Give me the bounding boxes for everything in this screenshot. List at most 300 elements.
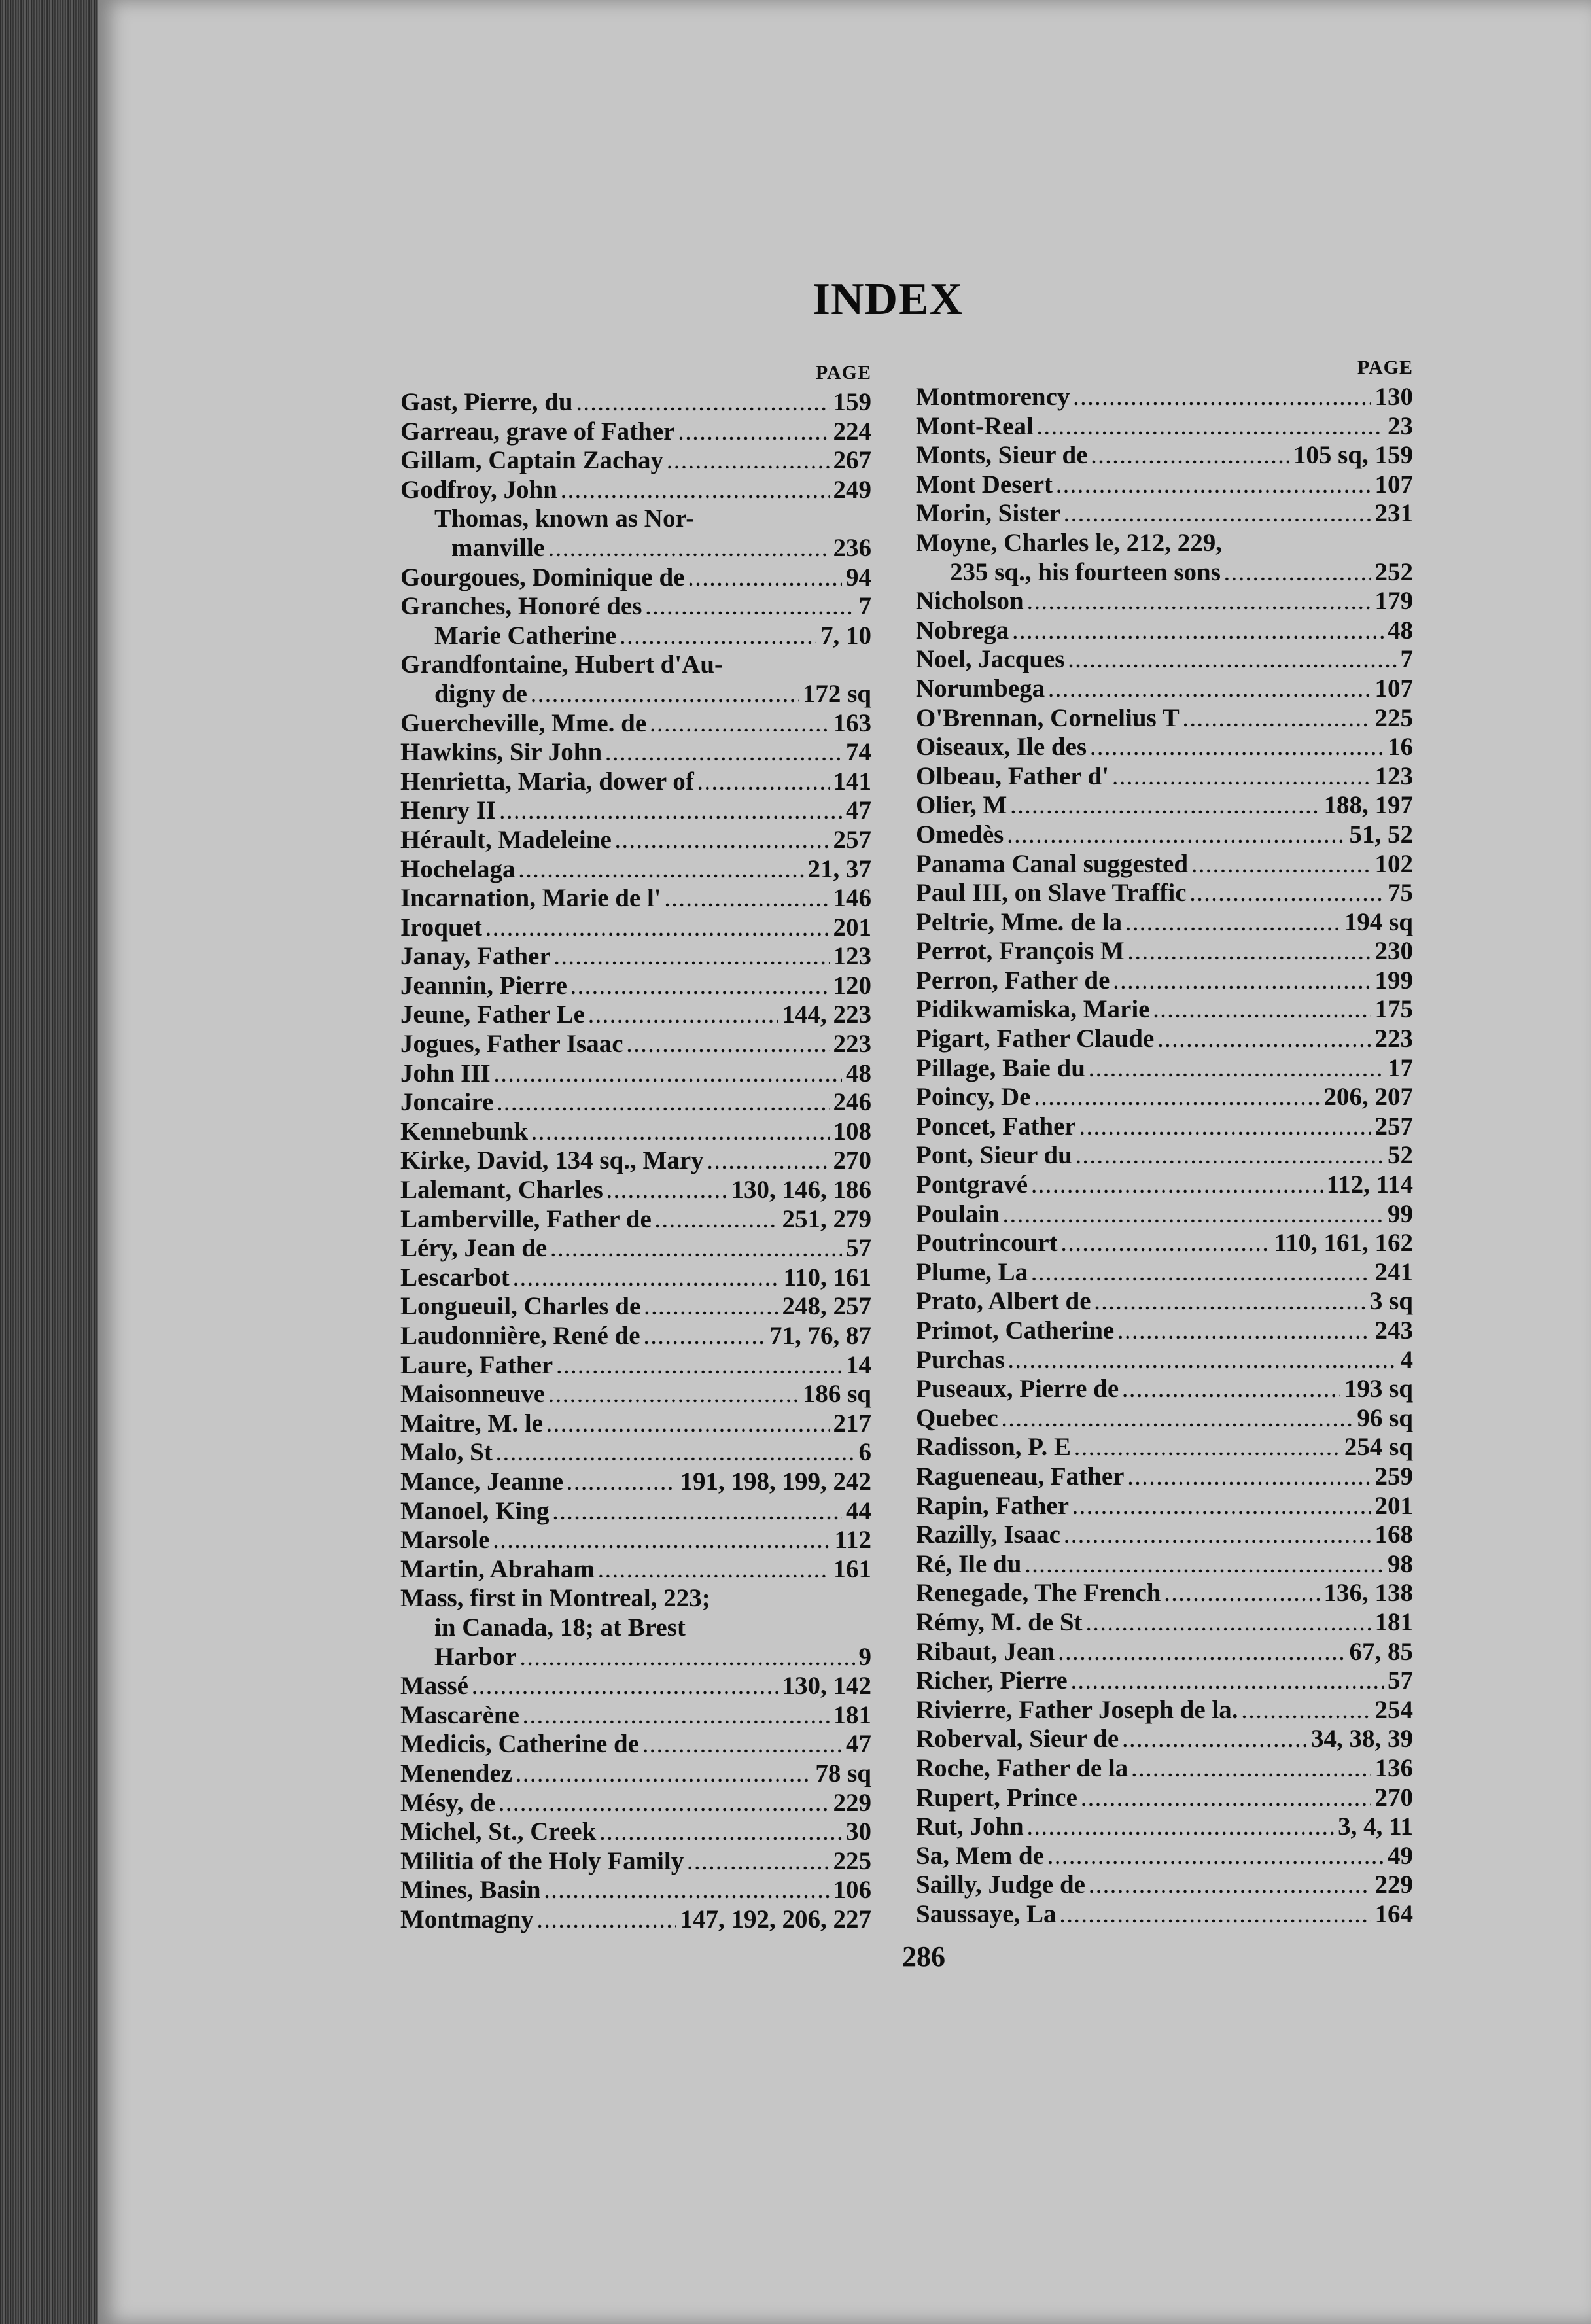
entry-page-ref: 188, 197: [1323, 791, 1413, 820]
leader-dots: [472, 1674, 778, 1704]
entry-name: Purchas: [916, 1345, 1005, 1374]
entry-page-ref: 52: [1388, 1141, 1413, 1170]
index-entry: [400, 1555, 871, 1585]
index-entry: [400, 1818, 871, 1847]
entry-name: Poncet, Father: [916, 1112, 1076, 1140]
leader-dots: [521, 1646, 855, 1675]
entry-name: Pigart, Father Claude: [916, 1025, 1155, 1053]
leader-dots: [1191, 881, 1384, 911]
entry-page-ref: 34, 38, 39: [1311, 1725, 1413, 1753]
leader-dots: [1128, 1465, 1371, 1494]
entry-name: Joncaire: [400, 1088, 494, 1117]
entry-name: Incarnation, Marie de l': [400, 884, 661, 913]
entry-page-ref: 164: [1374, 1899, 1413, 1928]
page-column-header: PAGE: [1357, 357, 1413, 378]
index-entry: [400, 534, 871, 563]
entry-name: Omedès: [916, 820, 1004, 849]
entry-page-ref: 98: [1388, 1549, 1413, 1578]
entry-page-ref: 257: [1374, 1112, 1413, 1140]
index-entry: [400, 1759, 871, 1789]
index-entry: [916, 441, 1413, 470]
leader-dots: [665, 887, 830, 916]
entry-name: Puseaux, Pierre de: [916, 1375, 1119, 1403]
leader-dots: [1028, 590, 1371, 619]
entry-name: Ré, Ile du: [916, 1549, 1022, 1578]
leader-dots: [553, 1500, 842, 1529]
index-entry: [916, 1316, 1413, 1346]
index-entry: [400, 1701, 871, 1731]
leader-dots: [557, 1354, 842, 1383]
index-entry: [400, 1468, 871, 1497]
leader-dots: [516, 1762, 811, 1791]
entry-page-ref: 21, 37: [807, 854, 871, 883]
index-entry: [916, 1871, 1413, 1900]
entry-name: Léry, Jean de: [400, 1234, 548, 1263]
leader-dots: [656, 1208, 778, 1237]
leader-dots: [1069, 648, 1397, 677]
entry-page-ref: 7: [858, 592, 871, 621]
entry-name: Kennebunk: [400, 1117, 529, 1146]
index-entry: [400, 388, 871, 417]
entry-name: manville: [451, 533, 545, 562]
entry-page-ref: 223: [833, 1030, 871, 1059]
entry-name: Gast, Pierre, du: [400, 388, 573, 416]
entry-name: Montmorency: [916, 383, 1070, 411]
entry-page-ref: 78 sq: [815, 1759, 871, 1787]
entry-page-ref: 223: [1374, 1025, 1413, 1053]
index-entry: [916, 1287, 1413, 1316]
leader-dots: [1091, 735, 1384, 765]
entry-name: Pidikwamiska, Marie: [916, 995, 1150, 1024]
leader-dots: [1080, 1115, 1371, 1144]
entry-page-ref: 96 sq: [1357, 1403, 1413, 1432]
entry-page-ref: 106: [833, 1876, 871, 1905]
index-entry: [400, 504, 871, 534]
entry-name: Monts, Sieur de: [916, 441, 1088, 470]
entry-name: Oiseaux, Ile des: [916, 733, 1087, 762]
leader-dots: [1154, 998, 1371, 1027]
index-entry: [916, 1579, 1413, 1608]
entry-page-ref: 175: [1374, 995, 1413, 1024]
entry-name: Pontgravé: [916, 1171, 1028, 1199]
entry-name: Henrietta, Maria, dower of: [400, 767, 694, 796]
index-entry: [916, 616, 1413, 646]
index-entry: [916, 791, 1413, 820]
index-entry: [400, 1497, 871, 1526]
entry-name: Norumbega: [916, 674, 1045, 703]
leader-dots: [514, 1266, 780, 1295]
entry-name: Michel, St., Creek: [400, 1818, 597, 1846]
entry-name: Rut, John: [916, 1812, 1024, 1841]
leader-dots: [567, 1470, 676, 1500]
index-entry: [400, 767, 871, 797]
leader-dots: [1062, 1231, 1270, 1261]
leader-dots: [571, 974, 830, 1004]
entry-name: Moyne, Charles le, 212, 229,: [916, 528, 1222, 557]
entry-page-ref: 163: [833, 709, 871, 737]
entry-page-ref: 3 sq: [1369, 1287, 1413, 1316]
index-entry: [400, 1438, 871, 1468]
entry-name: Pillage, Baie du: [916, 1053, 1085, 1082]
entry-page-ref: 257: [833, 825, 871, 854]
leader-dots: [500, 799, 842, 828]
index-entry: [400, 1789, 871, 1818]
index-entry: [916, 1112, 1413, 1142]
index-entry: [916, 1900, 1413, 1929]
leader-dots: [1007, 823, 1345, 853]
entry-page-ref: 206, 207: [1323, 1083, 1413, 1112]
leader-dots: [1073, 1494, 1371, 1524]
entry-name: Kirke, David, 134 sq., Mary: [400, 1146, 704, 1175]
leader-dots: [698, 770, 830, 800]
leader-dots: [549, 537, 830, 566]
index-entry: [400, 1847, 871, 1876]
index-entry: [916, 412, 1413, 442]
index-entry: [916, 1842, 1413, 1871]
leader-dots: [1064, 502, 1371, 531]
leader-dots: [607, 1178, 727, 1208]
leader-dots: [678, 420, 829, 449]
entry-page-ref: 251, 279: [782, 1205, 871, 1233]
index-entry: [916, 908, 1413, 938]
entry-page-ref: 107: [1374, 674, 1413, 703]
leader-dots: [667, 449, 830, 478]
entry-name: Thomas, known as Nor-: [434, 504, 695, 533]
leader-dots: [599, 1558, 830, 1587]
entry-name: Rupert, Prince: [916, 1783, 1077, 1812]
entry-page-ref: 230: [1374, 937, 1413, 966]
leader-dots: [1242, 1699, 1371, 1728]
entry-name: Richer, Pierre: [916, 1666, 1068, 1695]
entry-page-ref: 4: [1400, 1345, 1413, 1374]
entry-page-ref: 146: [833, 884, 871, 913]
index-entry: [916, 1083, 1413, 1112]
index-entry: [400, 1234, 871, 1263]
entry-name: Pont, Sieur du: [916, 1141, 1072, 1170]
entry-name: Morin, Sister: [916, 499, 1060, 528]
entry-name: Primot, Catherine: [916, 1316, 1115, 1345]
book-page-edges: [0, 0, 105, 2324]
leader-dots: [499, 1791, 829, 1821]
leader-dots: [1058, 1640, 1345, 1670]
index-entry: [916, 1696, 1413, 1725]
entry-page-ref: 191, 198, 199, 242: [680, 1467, 871, 1496]
entry-page-ref: 252: [1374, 557, 1413, 586]
entry-page-ref: 136: [1374, 1753, 1413, 1782]
index-entry: [916, 1375, 1413, 1404]
entry-page-ref: 108: [833, 1117, 871, 1146]
leader-dots: [627, 1032, 830, 1062]
leader-dots: [531, 682, 799, 712]
entry-name: Prato, Albert de: [916, 1287, 1091, 1316]
index-entry: [916, 937, 1413, 966]
leader-dots: [1089, 1057, 1384, 1086]
leader-dots: [1032, 1173, 1323, 1203]
entry-name: Godfroy, John: [400, 475, 557, 504]
entry-page-ref: 144, 223: [782, 1000, 871, 1029]
leader-dots: [1028, 1815, 1334, 1844]
leader-dots: [1002, 1407, 1354, 1436]
leader-dots: [688, 566, 842, 595]
leader-dots: [1089, 1873, 1371, 1903]
index-title: INDEX: [812, 274, 964, 325]
index-entry: [400, 1613, 871, 1643]
index-entry: [916, 1025, 1413, 1054]
entry-page-ref: 168: [1374, 1521, 1413, 1549]
leader-dots: [643, 1733, 842, 1762]
leader-dots: [1009, 1348, 1397, 1378]
entry-name: Olbeau, Father d': [916, 762, 1110, 790]
leader-dots: [493, 1528, 830, 1558]
entry-page-ref: 229: [833, 1788, 871, 1817]
entry-page-ref: 172 sq: [802, 679, 871, 708]
entry-page-ref: 136, 138: [1323, 1579, 1413, 1608]
index-entry: [916, 762, 1413, 792]
index-entry: [916, 1258, 1413, 1288]
entry-name: Jogues, Father Isaac: [400, 1030, 623, 1059]
index-entry: [916, 704, 1413, 733]
entry-page-ref: 201: [1374, 1491, 1413, 1520]
entry-name: Massé: [400, 1672, 468, 1700]
leader-dots: [1075, 1435, 1340, 1465]
leader-dots: [606, 741, 842, 770]
index-entry: [916, 587, 1413, 616]
entry-name: Rivierre, Father Joseph de la.: [916, 1695, 1238, 1724]
leader-dots: [650, 712, 829, 741]
leader-dots: [497, 1091, 829, 1120]
entry-page-ref: 130: [1374, 383, 1413, 411]
leader-dots: [1025, 1553, 1384, 1582]
entry-name: Mines, Basin: [400, 1876, 541, 1905]
leader-dots: [1158, 1027, 1371, 1057]
leader-dots: [1074, 385, 1371, 415]
index-entry: [400, 1409, 871, 1439]
index-column-left: [400, 362, 871, 1934]
entry-page-ref: 74: [846, 738, 871, 767]
index-entry: [400, 1526, 871, 1555]
index-entry: [400, 1584, 871, 1613]
leader-dots: [1060, 1903, 1371, 1932]
entry-page-ref: 217: [833, 1409, 871, 1437]
index-entry: [916, 1229, 1413, 1258]
index-entry: [400, 738, 871, 767]
leader-dots: [1132, 1757, 1371, 1786]
index-entry: [916, 1754, 1413, 1784]
entry-name: digny de: [434, 679, 527, 708]
entry-page-ref: 67, 85: [1349, 1637, 1413, 1666]
index-entry: [916, 1200, 1413, 1229]
entry-name: John III: [400, 1059, 491, 1087]
entry-name: Marie Catherine: [434, 621, 617, 650]
entry-name: Mass, first in Montreal, 223;: [400, 1584, 710, 1613]
leader-dots: [1123, 1727, 1307, 1757]
entry-name: Rémy, M. de St: [916, 1608, 1083, 1636]
leader-dots: [646, 595, 854, 624]
entry-page-ref: 181: [1374, 1608, 1413, 1636]
entry-name: Menendez: [400, 1759, 513, 1787]
index-entry: [916, 470, 1413, 500]
entry-page-ref: 71, 76, 87: [769, 1322, 871, 1350]
entry-name: Renegade, The French: [916, 1579, 1161, 1608]
entry-page-ref: 236: [833, 533, 871, 562]
entry-page-ref: 123: [1374, 762, 1413, 790]
leader-dots: [1123, 1377, 1340, 1407]
index-entry: [400, 1380, 871, 1409]
index-column-right: [916, 357, 1413, 1929]
entry-page-ref: 47: [846, 796, 871, 825]
leader-dots: [1164, 1581, 1320, 1611]
index-entry: [916, 1638, 1413, 1667]
entry-page-ref: 110, 161, 162: [1274, 1229, 1413, 1258]
index-entry: [400, 680, 871, 709]
leader-dots: [1128, 940, 1371, 969]
index-entry: [400, 1030, 871, 1059]
entry-name: Maitre, M. le: [400, 1409, 544, 1437]
entry-name: Laure, Father: [400, 1350, 553, 1379]
index-entry: [400, 592, 871, 622]
index-entry: [916, 966, 1413, 996]
leader-dots: [495, 1062, 842, 1091]
entry-name: Malo, St: [400, 1438, 493, 1467]
entry-name: Medicis, Catherine de: [400, 1730, 640, 1759]
index-entry: [916, 820, 1413, 850]
entry-page-ref: 47: [846, 1730, 871, 1759]
entry-page-ref: 14: [846, 1350, 871, 1379]
index-entry: [916, 850, 1413, 879]
entry-page-ref: 102: [1374, 849, 1413, 878]
leader-dots: [1032, 1261, 1371, 1290]
entry-page-ref: 201: [833, 913, 871, 942]
leader-dots: [577, 391, 830, 420]
entry-page-ref: 112: [834, 1526, 871, 1555]
entry-name: Harbor: [434, 1642, 517, 1671]
entry-name: Panama Canal suggested: [916, 849, 1189, 878]
index-entry: [916, 675, 1413, 704]
page-column-header: PAGE: [815, 362, 871, 383]
entry-name: Mont Desert: [916, 470, 1053, 499]
entry-name: Jeune, Father Le: [400, 1000, 585, 1029]
leader-dots: [1192, 853, 1371, 882]
entry-page-ref: 194 sq: [1344, 907, 1413, 936]
entry-page-ref: 254 sq: [1344, 1433, 1413, 1462]
index-entry: [400, 1322, 871, 1351]
leader-dots: [1049, 677, 1371, 707]
entry-page-ref: 49: [1388, 1841, 1413, 1870]
index-entry: [400, 1263, 871, 1293]
entry-page-ref: 243: [1374, 1316, 1413, 1345]
index-entry: [916, 1521, 1413, 1550]
entry-page-ref: 193 sq: [1344, 1375, 1413, 1403]
entry-name: Saussaye, La: [916, 1899, 1057, 1928]
entry-page-ref: 23: [1388, 412, 1413, 440]
entry-page-ref: 123: [833, 942, 871, 971]
entry-page-ref: 249: [833, 475, 871, 504]
entry-name: Mascarène: [400, 1700, 519, 1729]
index-entry: [916, 1404, 1413, 1434]
entry-name: Poutrincourt: [916, 1229, 1058, 1258]
leader-dots: [1004, 1203, 1384, 1232]
entry-name: Hérault, Madeleine: [400, 825, 612, 854]
entry-name: Gourgoues, Dominique de: [400, 563, 685, 591]
leader-dots: [644, 1295, 778, 1324]
entry-name: Maisonneuve: [400, 1380, 546, 1409]
index-entry: [400, 1876, 871, 1905]
leader-dots: [1038, 415, 1384, 444]
index-entry: [400, 1146, 871, 1176]
leader-dots: [616, 828, 830, 858]
entry-name: Sa, Mem de: [916, 1841, 1045, 1870]
index-entry: [400, 1905, 871, 1935]
entry-page-ref: 229: [1374, 1871, 1413, 1899]
entry-page-ref: 16: [1388, 733, 1413, 762]
index-entry: [400, 1351, 871, 1381]
entry-page-ref: 267: [833, 446, 871, 475]
leader-dots: [620, 624, 816, 654]
entry-name: Roberval, Sieur de: [916, 1725, 1119, 1753]
entry-page-ref: 259: [1374, 1462, 1413, 1490]
leader-dots: [1126, 911, 1340, 940]
entry-name: Roche, Father de la: [916, 1753, 1128, 1782]
entry-name: Olier, M: [916, 791, 1007, 820]
entry-page-ref: 9: [858, 1642, 871, 1671]
page-number: 286: [902, 1941, 945, 1973]
index-entry: [400, 826, 871, 855]
entry-page-ref: 48: [846, 1059, 871, 1087]
leader-dots: [1118, 1319, 1371, 1348]
entry-page-ref: 199: [1374, 966, 1413, 995]
leader-dots: [1076, 1144, 1384, 1173]
entry-page-ref: 7, 10: [820, 621, 871, 650]
entry-page-ref: 120: [833, 971, 871, 1000]
entry-name: Radisson, P. E: [916, 1433, 1071, 1462]
entry-name: Lescarbot: [400, 1263, 510, 1292]
entry-name: Grandfontaine, Hubert d'Au-: [400, 650, 723, 679]
entry-page-ref: 17: [1388, 1053, 1413, 1082]
index-entry: [400, 476, 871, 505]
entry-page-ref: 7: [1400, 645, 1413, 674]
entry-page-ref: 225: [833, 1846, 871, 1875]
entry-page-ref: 246: [833, 1088, 871, 1117]
leader-dots: [545, 1878, 830, 1908]
leader-dots: [538, 1908, 676, 1937]
index-entry: [400, 1730, 871, 1759]
leader-dots: [523, 1704, 830, 1733]
leader-dots: [1095, 1290, 1366, 1319]
entry-page-ref: 44: [846, 1496, 871, 1525]
entry-name: Ribaut, Jean: [916, 1637, 1055, 1666]
entry-page-ref: 225: [1374, 703, 1413, 732]
index-entry: [916, 383, 1413, 412]
index-entry: [400, 417, 871, 447]
entry-name: in Canada, 18; at Brest: [434, 1613, 686, 1642]
leader-dots: [497, 1441, 855, 1470]
index-entry: [400, 1176, 871, 1205]
index-entry: [400, 913, 871, 943]
entry-page-ref: 231: [1374, 499, 1413, 528]
entry-name: Mance, Jeanne: [400, 1467, 564, 1496]
entry-name: Marsole: [400, 1526, 490, 1555]
index-entry: [400, 1118, 871, 1147]
leader-dots: [644, 1324, 765, 1354]
index-entry: [400, 1000, 871, 1030]
index-entry: [916, 1550, 1413, 1579]
leader-dots: [1183, 707, 1371, 736]
index-entry: [400, 1059, 871, 1089]
entry-page-ref: 248, 257: [782, 1292, 871, 1321]
entry-page-ref: 130, 142: [782, 1672, 871, 1700]
entry-page-ref: 254: [1374, 1695, 1413, 1724]
leader-dots: [519, 858, 803, 887]
